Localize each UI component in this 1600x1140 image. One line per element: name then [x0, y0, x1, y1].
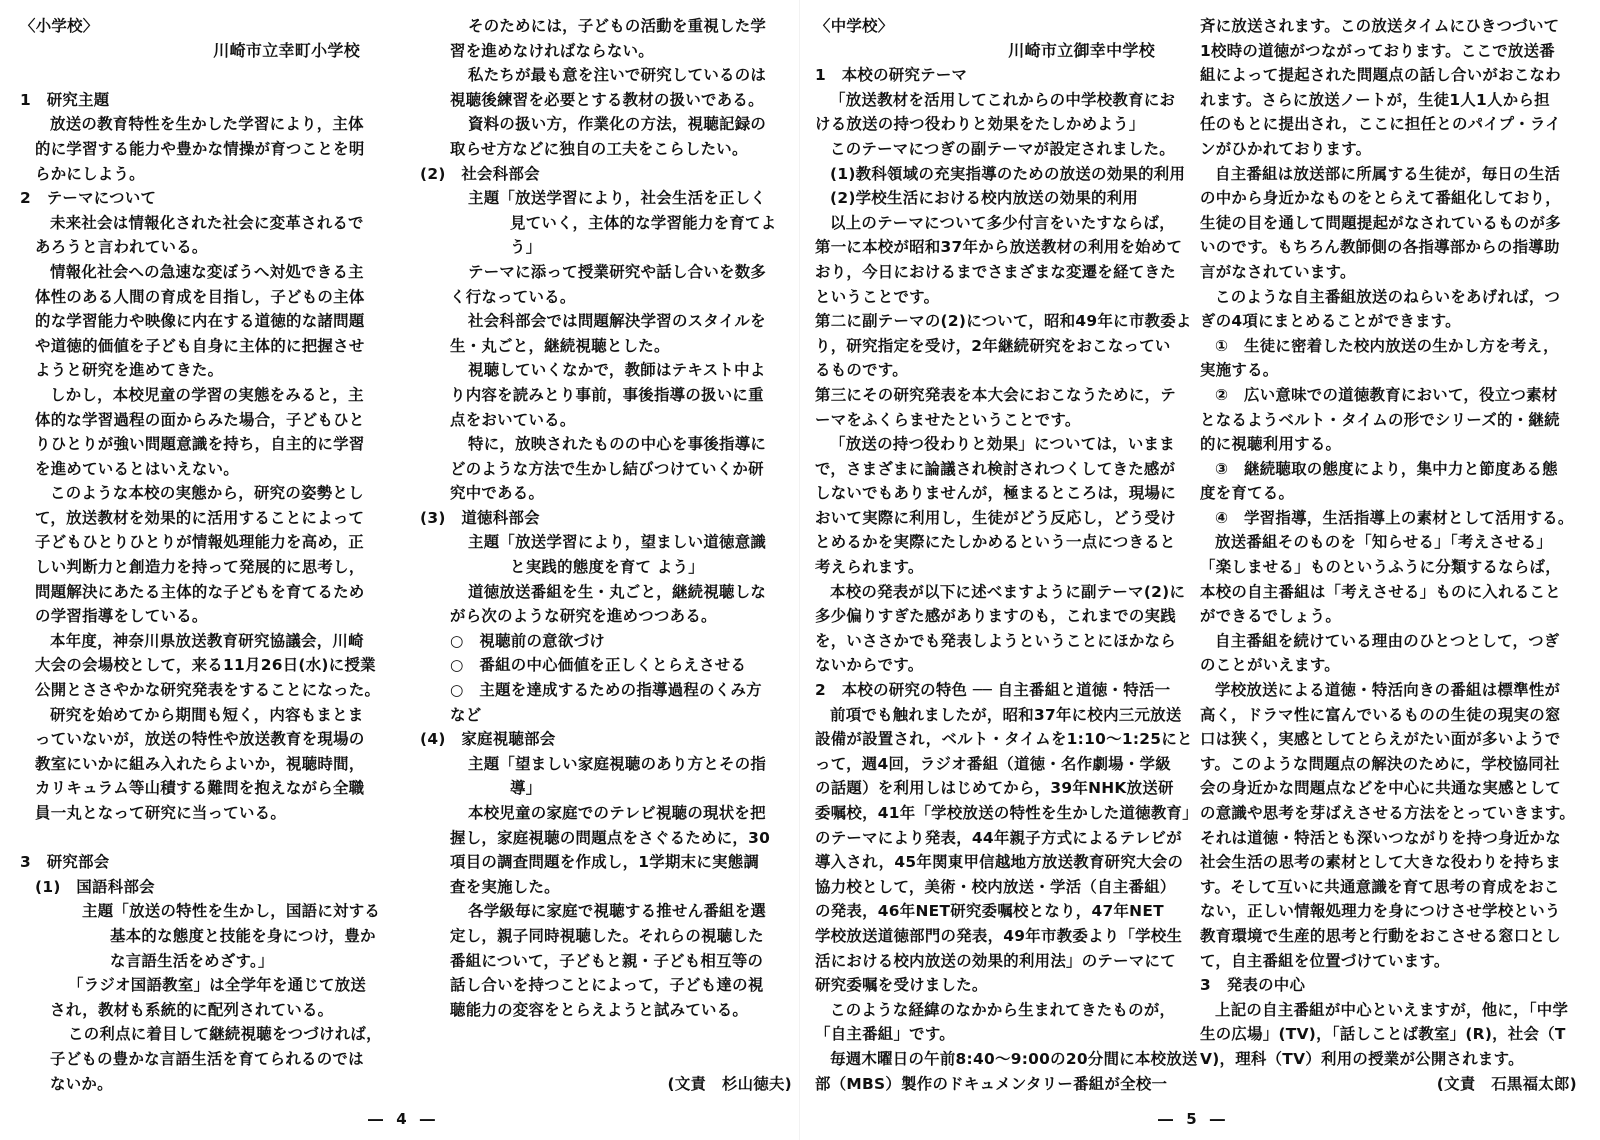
text-line: 員一丸となって研究に当っている。 — [35, 804, 287, 822]
text-line: 組によって提起された問題点の話し合いがおこなわ — [1200, 66, 1561, 85]
text-line: 主題「望ましい家庭視聴のあり方とその指 — [468, 754, 767, 773]
text-line: (2)学校生活における校内放送の効果的利用 — [830, 189, 1139, 208]
text-line: 聴能力の変容をとらえようと試みている。 — [450, 1000, 749, 1019]
text-line: このような本校の実態から，研究の姿勢とし — [50, 484, 364, 503]
text-line: の発表，46年NET研究委嘱校となり，47年NET — [815, 902, 1164, 921]
text-line: 自主番組を続けている理由のひとつとして，つぎ — [1215, 631, 1560, 650]
text-line: 各学級毎に家庭で視聴する推せん番組を選 — [468, 902, 767, 921]
text-line: のテーマにより発表，44年親子方式によるテレビが — [815, 828, 1182, 847]
text-line: 研究委嘱を受けました。 — [815, 976, 988, 995]
text-line: な言語生活をめざす。」 — [110, 951, 274, 970]
text-line: く行なっている。 — [450, 287, 576, 306]
text-line: 「放送教材を活用してこれからの中学校教育にお — [830, 90, 1176, 109]
text-line: 情報化社会への急速な変ぼうへ対処できる主 — [50, 262, 364, 281]
subheading: (1) 国語科部会 — [35, 877, 155, 896]
text-line: 基本的な態度と技能を身につけ，豊か — [110, 926, 376, 945]
text-line: り内容を読みとり事前，事後指導の扱いに重 — [450, 385, 764, 404]
text-line: ンがひかれております。 — [1200, 139, 1372, 158]
section-heading: 〈中学校〉 — [815, 17, 894, 35]
text-line: を，いささかでも発表しようということにほかなら — [815, 631, 1176, 650]
text-line: す。このような問題点の解決のために，学校協同社 — [1200, 754, 1560, 773]
text-line: 点をおいている。 — [450, 410, 576, 429]
text-line: って，週4回，ラジオ番組（道徳・名作劇場・学級 — [815, 754, 1171, 773]
text-line: 教室にいかに組み入れたらよいか，視聴時間， — [35, 754, 365, 773]
text-line: 「放送の持つ役わりと効果」については，いまま — [830, 435, 1175, 454]
text-line: 握し，家庭視聴の問題点をさぐるために，30 — [450, 828, 771, 847]
page-number-right: ― 5 ― — [1158, 1110, 1229, 1128]
text-line: 第三にその研究発表を本大会におこなうために，テ — [815, 385, 1176, 404]
text-line: 自主番組は放送部に所属する生徒が，毎日の生活 — [1215, 164, 1561, 183]
text-line: 導入され，45年関東甲信越地方放送教育研究大会の — [815, 853, 1184, 872]
text-line: (1)教科領域の充実指導のための放送の効果的利用 — [830, 164, 1186, 183]
text-line: 査を実施した。 — [450, 877, 560, 896]
text-line: りひとりが強い問題意識を持ち，自主的に学習 — [35, 435, 365, 454]
text-line: 活における校内放送の効果的利用法」のテーマにて — [815, 951, 1176, 970]
text-line: このテーマにつぎの副テーマが設定されました。 — [830, 139, 1175, 158]
text-line: ということです。 — [815, 287, 940, 306]
text-line: 口は狭く，実感としてとらえがたい面が多いようで — [1200, 730, 1561, 749]
section-heading: 〈小学校〉 — [20, 17, 99, 35]
text-line: や道徳的価値を子ども自身に主体的に把握させ — [35, 336, 365, 355]
page-number-left: ― 4 ― — [368, 1110, 439, 1128]
text-line: ないからです。 — [815, 656, 924, 675]
text-line: て，自主番組を位置づけています。 — [1200, 951, 1450, 970]
text-line: 主題「放送学習により，望ましい道徳意識 — [468, 533, 767, 552]
text-line: おり，今日におけるまでさまざまな変遷を経てきた — [815, 262, 1176, 281]
text-line: となるようベルト・タイムの形でシリーズ的・継続 — [1200, 410, 1560, 429]
text-line: るものです。 — [815, 361, 908, 380]
text-line: 本校の発表が以下に述べますように副テーマ(2)に — [830, 582, 1186, 601]
text-line: ない，正しい情報処理力を身につけさせ学校という — [1200, 902, 1561, 921]
text-line: 高く，ドラマ性に富んでいるものの生徒の現実の窓 — [1200, 705, 1561, 724]
text-line: 言がなされています。 — [1200, 262, 1356, 281]
heading: 2 テーマについて — [20, 189, 157, 208]
text-line: っていないが，放送の特性や放送教育を現場の — [35, 730, 365, 749]
subheading: (2) 社会科部会 — [420, 164, 540, 183]
subheading: (3) 道徳科部会 — [420, 508, 540, 527]
school-name: 川崎市立幸町小学校 — [213, 40, 360, 60]
text-line: れます。さらに放送ノートが，生徒1人1人から担 — [1200, 90, 1550, 109]
text-line: しないでもありませんが，極まるところは，現場に — [815, 484, 1176, 503]
column-junior-high-2 — [1200, 14, 1585, 1096]
text-line: 協力校として，美術・校内放送・学活（自主番組） — [815, 877, 1176, 896]
text-line: 主題「放送の特性を生かし，国語に対する — [82, 902, 381, 921]
text-line: ーマをふくらませたということです。 — [815, 410, 1081, 429]
text-line: カリキュラム等山積する難問を抱えながら全職 — [35, 779, 365, 798]
text-line: どのような方法で生かし結びつけていくか研 — [450, 459, 764, 478]
text-line: 私たちが最も意を注いで研究しているのは — [468, 66, 767, 85]
text-line: V)，理科（TV）利用の授業が公開されます。 — [1200, 1049, 1524, 1068]
text-line: 設備が設置され，ベルト・タイムを1:10～1:25にと — [815, 730, 1193, 749]
text-line: 大会の会場校として，来る11月26日(水)に授業 — [35, 656, 376, 675]
text-line: ぎの4項にまとめることができます。 — [1200, 312, 1461, 331]
subheading: (4) 家庭視聴部会 — [420, 730, 556, 749]
text-line: らかにしよう。 — [35, 164, 145, 183]
text-line: 放送番組そのものを「知らせる」「考えさせる」 — [1215, 533, 1553, 552]
text-line: とめるかを実際にたしかめるという一点につきると — [815, 533, 1176, 552]
text-line: 見ていく，主体的な学習能力を育てよ — [510, 213, 777, 232]
text-line: 項目の調査問題を作成し，1学期末に実態調 — [450, 853, 760, 872]
text-line: 「ラジオ国語教室」は全学年を通じて放送 — [68, 976, 367, 995]
text-line: の中から身近かなものをとらえて番組化しており， — [1200, 189, 1561, 208]
text-line: 「楽しませる」ものというふうに分類するならば， — [1200, 558, 1561, 577]
text-line: 視聴していくなかで，教師はテキスト中よ — [468, 361, 766, 380]
heading: 1 研究主題 — [20, 90, 110, 109]
text-line: しかし，本校児童の学習の実態をみると，主 — [50, 385, 364, 404]
text-line: 学校放送道徳部門の発表，49年市教委より「学校生 — [815, 926, 1183, 945]
text-line: 問題解決にあたる主体的な子どもを育てるため — [35, 582, 365, 601]
text-line: 社会科部会では問題解決学習のスタイルを — [468, 312, 766, 331]
text-line: 生の広場」(TV)，「話しことば教室」(R)，社会（T — [1200, 1025, 1566, 1044]
text-line: 体的な学習過程の面からみた場合，子どもひと — [35, 410, 365, 429]
text-line: 委嘱校，41年「学校放送の特性を生かした道徳教育」 — [815, 804, 1198, 822]
text-line: 主題「放送学習により，社会生活を正しく — [468, 189, 767, 208]
text-line: ができるでしょう。 — [1200, 607, 1342, 626]
text-line: 毎週木曜日の午前8:40～9:00の20分間に本校放送 — [830, 1049, 1198, 1068]
text-line: され，教材も系統的に配列されている。 — [50, 1000, 334, 1019]
text-line: 斉に放送されます。この放送タイムにひきつづいて — [1200, 17, 1560, 35]
text-line: など — [450, 705, 482, 724]
text-line: て，放送教材を効果的に活用することによって — [35, 508, 365, 527]
text-line: そのためには，子どもの活動を重視した学 — [468, 17, 767, 35]
text-line: 未来社会は情報化された社会に変革されるで — [50, 213, 364, 232]
column-elementary-1 — [20, 14, 400, 1096]
text-line: 研究を始めてから期間も短く，内容もまとま — [50, 705, 364, 724]
text-line: いのです。もちろん教師側の各指導部からの指導助 — [1200, 238, 1560, 257]
text-line: す。そして互いに共通意識を育て思考の育成をおこ — [1200, 877, 1560, 896]
text-line: このような経緯のなかから生まれてきたものが， — [830, 1000, 1176, 1019]
text-line: 話し合いを持つことによって，子ども達の視 — [450, 976, 764, 995]
text-line: あろうと言われている。 — [35, 238, 208, 257]
text-line: 社会生活の思考の素材として大きな役わりを持ちま — [1200, 853, 1561, 872]
text-line: の意識や思考を芽ばえさせる方法をとっていきます。 — [1200, 804, 1576, 822]
column-junior-high-1 — [815, 14, 1198, 1096]
list-item: ① 生徒に密着した校内放送の生かし方を考え， — [1215, 336, 1559, 355]
text-line: 番組について，子どもと親・子ども相互等の — [450, 951, 764, 970]
text-line: 任のもとに提出され，ここに担任とのパイプ・ライ — [1200, 115, 1561, 134]
text-line: 公開とささやかな研究発表をすることになった。 — [35, 681, 381, 700]
text-line: 定し，親子同時視聴した。それらの視聴した — [450, 926, 764, 945]
heading: 3 研究部会 — [20, 853, 110, 872]
text-line: 習を進めなければならない。 — [450, 41, 654, 60]
text-line: ける放送の持つ役わりと効果をたしかめよう」 — [815, 115, 1145, 134]
text-line: テーマに添って授業研究や話し合いを数多 — [468, 262, 767, 281]
text-line: 以上のテーマについて多少付言をいたすならば， — [830, 213, 1175, 232]
text-line: 第一に本校が昭和37年から放送教材の利用を始めて — [815, 238, 1183, 257]
school-name: 川崎市立御幸中学校 — [1008, 40, 1155, 60]
text-line: 実施する。 — [1200, 361, 1279, 380]
text-line: 部（MBS）製作のドキュメンタリー番組が全校一 — [815, 1074, 1168, 1093]
text-line: 的な学習能力や映像に内在する道徳的な諸問題 — [35, 312, 365, 331]
author-credit: (文責 石黒福太郎) — [1436, 1074, 1577, 1093]
text-line: の学習指導をしている。 — [35, 607, 208, 626]
text-line: ようと研究を進めてきた。 — [35, 361, 224, 380]
text-line: 体性のある人間の育成を目指し，子どもの主体 — [35, 287, 365, 306]
text-line: 生・丸ごと，継続視聴とした。 — [450, 336, 670, 355]
text-line: 特に，放映されたものの中心を事後指導に — [468, 435, 767, 454]
text-line: この利点に着目して継続視聴をつづければ， — [68, 1025, 382, 1044]
text-line: 取らせ方などに独自の工夫をこらしたい。 — [450, 139, 748, 158]
text-line: 生徒の目を通して問題提起がなされているものが多 — [1200, 213, 1561, 232]
text-line: 究中である。 — [450, 484, 545, 503]
text-line: の話題）を利用しはじめてから，39年NHK放送研 — [815, 779, 1174, 798]
text-line: で，さまざまに論議され検討されつくしてきた感が — [815, 459, 1176, 478]
text-line: 多少偏りすぎた感がありますのも，これまでの実践 — [815, 607, 1176, 626]
text-line: 導」 — [510, 779, 542, 798]
text-line: 「自主番組」です。 — [815, 1025, 955, 1044]
list-item: ○ 視聴前の意欲づけ — [450, 631, 605, 650]
text-line: 道徳放送番組を生・丸ごと，継続視聴しな — [468, 582, 767, 601]
list-item: ② 広い意味での道徳教育において，役立つ素材 — [1215, 385, 1558, 404]
text-line: ないか。 — [50, 1074, 113, 1093]
text-line: 本校児童の家庭でのテレビ視聴の現状を把 — [468, 804, 766, 822]
text-line: しい判断力と創造力を持って発展的に思考し， — [35, 558, 365, 577]
text-line: り，研究指定を受け，2年継続研究をおこなってい — [815, 336, 1171, 355]
text-line: 本年度，神奈川県放送教育研究協議会，川崎 — [50, 631, 364, 650]
text-line: 的に学習する能力や豊かな情操が育つことを明 — [35, 139, 365, 158]
text-line: と実践的態度を育て よう」 — [510, 558, 704, 577]
text-line: を進めているとはいえない。 — [35, 459, 239, 478]
text-line: 本校の自主番組は「考えさせる」ものに入れること — [1200, 582, 1561, 601]
text-line: 資料の扱い方，作業化の方法，視聴記録の — [468, 115, 767, 134]
text-line: それは道徳・特活とも深いつながりを持つ身近かな — [1200, 828, 1561, 847]
text-line: 教育環境で生産的思考と行動をおこさせる窓口とし — [1200, 926, 1561, 945]
text-line: 第二に副テーマの(2)について，昭和49年に市教委よ — [815, 312, 1192, 331]
text-line: 前項でも触れましたが，昭和37年に校内三元放送 — [830, 705, 1182, 724]
text-line: おいて実際に利用し，生徒がどう反応し，どう受け — [815, 508, 1176, 527]
text-line: 子どもひとりひとりが情報処理能力を高め，正 — [35, 533, 364, 552]
heading: 3 発表の中心 — [1200, 976, 1306, 995]
text-line: 学校放送による道徳・特活向きの番組は標準性が — [1215, 681, 1561, 700]
text-line: がら次のような研究を進めつつある。 — [450, 607, 717, 626]
text-line: 度を育てる。 — [1200, 484, 1295, 503]
text-line: 考えられます。 — [815, 558, 924, 577]
text-line: 1校時の道徳がつながっております。ここで放送番 — [1200, 41, 1555, 60]
text-line: 視聴後練習を必要とする教材の扱いである。 — [450, 90, 764, 109]
list-item: ○ 主題を達成するための指導過程のくみ方 — [450, 681, 762, 700]
heading: 1 本校の研究テーマ — [815, 66, 968, 85]
list-item: ○ 番組の中心価値を正しくとらえさせる — [450, 656, 747, 675]
text-line: 的に視聴利用する。 — [1200, 435, 1342, 454]
text-line: このような自主番組放送のねらいをあげれば，つ — [1215, 287, 1561, 306]
text-line: う」 — [510, 238, 542, 257]
text-line: 会の身近かな問題点などを中心に共通な実感として — [1200, 779, 1561, 798]
list-item: ③ 継続聴取の態度により，集中力と節度ある態 — [1215, 459, 1558, 478]
list-item: ④ 学習指導，生活指導上の素材として活用する。 — [1215, 508, 1574, 527]
heading: 2 本校の研究の特色 ── 自主番組と道徳・特活一 — [815, 681, 1171, 700]
text-line: 上記の自主番組が中心といえますが，他に，「中学 — [1215, 1000, 1569, 1019]
column-elementary-2 — [420, 14, 800, 1096]
text-line: 子どもの豊かな言語生活を育てられるのでは — [50, 1049, 364, 1068]
author-credit: (文責 杉山徳夫) — [667, 1074, 792, 1093]
text-line: 放送の教育特性を生かした学習により，主体 — [50, 115, 364, 134]
text-line: のことがいえます。 — [1200, 656, 1340, 675]
